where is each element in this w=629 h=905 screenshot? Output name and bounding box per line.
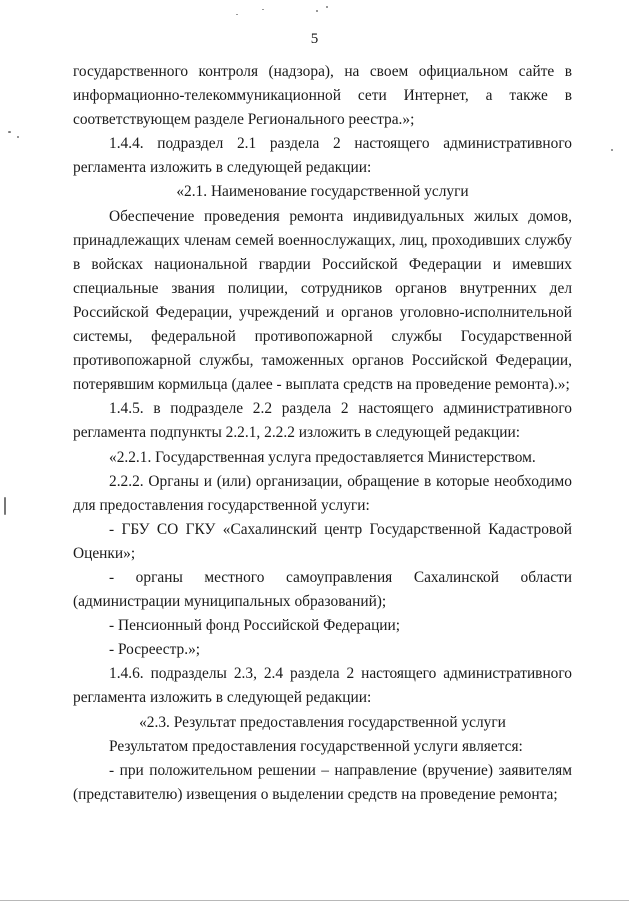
- page-number: 5: [310, 31, 319, 47]
- scan-speck: [17, 136, 19, 138]
- scan-speck: [611, 149, 613, 151]
- list-item: - при положительном решении – направление (вручение) заявителям (представителю) извещения о выделении средств на проведение ремонта;: [73, 761, 572, 803]
- paragraph: государственного контроля (надзора), на своем официальном сайте в информационно-телекоммуникационной сети Интернет, а также в соответствующем разделе Регионального реестра.»;: [73, 63, 572, 129]
- section-heading: «2.3. Результат предоставления государственной услуги: [139, 713, 506, 731]
- paragraph: «2.2.1. Государственная услуга предоставляется Министерством.: [109, 448, 536, 466]
- paragraph: 1.4.6. подразделы 2.3, 2.4 раздела 2 настоящего административного регламента изложить в следующей редакции:: [73, 665, 572, 707]
- paragraph: Результатом предоставления государственной услуги является:: [109, 737, 523, 755]
- scan-speck: [326, 6, 328, 8]
- scan-speck: [316, 10, 318, 12]
- scan-speck: [236, 14, 238, 15]
- list-item: - Пенсионный фонд Российской Федерации;: [109, 617, 401, 635]
- scan-speck: [4, 497, 6, 515]
- paragraph: 1.4.5. в подразделе 2.2 раздела 2 настоящего административного регламента подпункты 2.2.1, 2.2.2 изложить в следующей редакции:: [73, 400, 572, 442]
- paragraph: 2.2.2. Органы и (или) организации, обращение в которые необходимо для предоставления государственной услуги:: [73, 472, 572, 514]
- paragraph: Обеспечение проведения ремонта индивидуальных жилых домов, принадлежащих членам семей военнослужащих, лиц, проходивших службу в войсках национальной гвардии Российской Федерации и имевших специальные звания полиции, сотрудников органов внутренних дел Российской Федерации, учреждений и органов уголовно-исполнительной системы, федеральной противопожарной службы Государственной противопожарной службы, таможенных органов Российской Федерации, потерявшим кормильца (далее - выплата средств на проведение ремонта).»;: [73, 207, 572, 394]
- scan-speck: [8, 131, 11, 133]
- section-heading: «2.1. Наименование государственной услуги: [176, 183, 469, 201]
- list-item: - ГБУ СО ГКУ «Сахалинский центр Государственной Кадастровой Оценки»;: [73, 520, 572, 562]
- scan-edge-line: [0, 900, 629, 901]
- list-item: - Росреестр.»;: [109, 641, 201, 659]
- document-body: [73, 60, 572, 807]
- paragraph: 1.4.4. подраздел 2.1 раздела 2 настоящего административного регламента изложить в следующей редакции:: [73, 135, 572, 177]
- list-item: - органы местного самоуправления Сахалинской области (администрации муниципальных образований);: [73, 568, 572, 611]
- scan-speck: [262, 9, 264, 10]
